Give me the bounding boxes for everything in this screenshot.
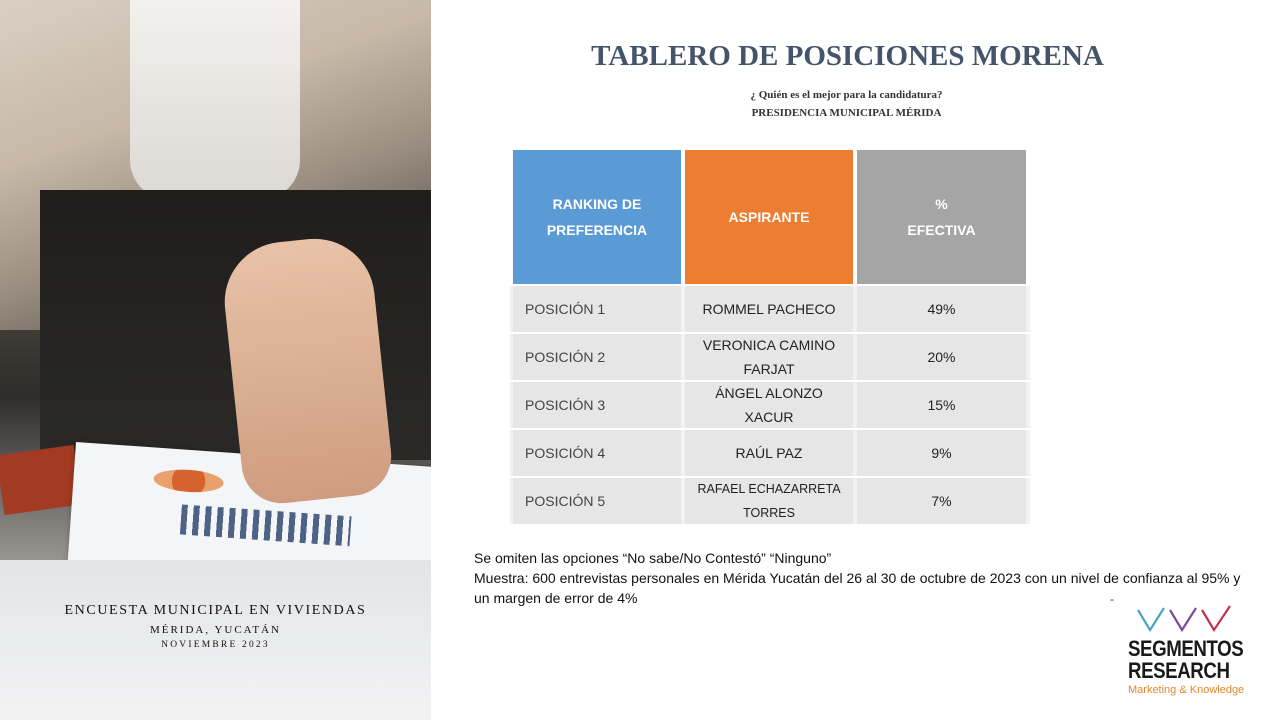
row-position: POSICIÓN 5 bbox=[513, 478, 681, 524]
sample-note: Muestra: 600 entrevistas personales en Mérida Yucatán del 26 al 30 de octubre de 2023 con un nivel de confianza al 95% y un margen de error de 4% bbox=[474, 570, 1241, 606]
survey-caption bbox=[0, 603, 431, 650]
survey-city: MÉRIDA, YUCATÁN bbox=[149, 624, 282, 636]
row-percent: 7% bbox=[857, 478, 1026, 524]
photo-pie-chart bbox=[153, 467, 224, 494]
photo-shirt bbox=[130, 0, 300, 200]
row-aspirant: RAÚL PAZ bbox=[685, 430, 853, 476]
photo-hand bbox=[219, 233, 395, 507]
page-subtitle bbox=[700, 86, 993, 122]
table-row bbox=[510, 478, 1030, 524]
row-aspirant: RAFAEL ECHAZARRETA TORRES bbox=[685, 478, 853, 524]
cover-photo bbox=[0, 0, 431, 720]
row-position: POSICIÓN 4 bbox=[513, 430, 681, 476]
header-ranking: RANKING DE PREFERENCIA bbox=[513, 150, 681, 284]
row-percent: 49% bbox=[857, 286, 1026, 332]
photo-bar-chart bbox=[180, 504, 352, 546]
check-marks-icon bbox=[1134, 602, 1244, 636]
methodology-notes bbox=[474, 548, 1244, 608]
survey-date: NOVIEMBRE 2023 bbox=[161, 640, 270, 650]
survey-name: ENCUESTA MUNICIPAL EN VIVIENDAS bbox=[64, 603, 367, 618]
table-row bbox=[510, 334, 1030, 380]
row-aspirant: ÁNGEL ALONZO XACUR bbox=[685, 382, 853, 428]
survey-office: PRESIDENCIA MUNICIPAL MÉRIDA bbox=[751, 107, 942, 119]
dash-mark: - bbox=[1110, 592, 1114, 606]
row-position: POSICIÓN 1 bbox=[513, 286, 681, 332]
segmentos-logo bbox=[1124, 600, 1264, 700]
row-percent: 15% bbox=[857, 382, 1026, 428]
omitted-options-note: Se omiten las opciones “No sabe/No Contestó” “Ninguno” bbox=[474, 550, 832, 566]
row-position: POSICIÓN 3 bbox=[513, 382, 681, 428]
table-row bbox=[510, 430, 1030, 476]
survey-question: ¿ Quién es el mejor para la candidatura? bbox=[750, 89, 943, 101]
row-percent: 20% bbox=[857, 334, 1026, 380]
row-aspirant: VERONICA CAMINO FARJAT bbox=[685, 334, 853, 380]
row-aspirant: ROMMEL PACHECO bbox=[685, 286, 853, 332]
row-percent: 9% bbox=[857, 430, 1026, 476]
photo-notebook bbox=[0, 445, 82, 515]
logo-line-1: SEGMENTOS bbox=[1128, 636, 1244, 661]
table-row bbox=[510, 286, 1030, 332]
header-percent: % EFECTIVA bbox=[857, 150, 1026, 284]
table-row bbox=[510, 382, 1030, 428]
row-position: POSICIÓN 2 bbox=[513, 334, 681, 380]
logo-tagline: Marketing & Knowledge bbox=[1128, 684, 1245, 696]
logo-line-2: RESEARCH bbox=[1128, 658, 1230, 683]
page-title: TABLERO DE POSICIONES MORENA bbox=[591, 40, 1104, 72]
header-aspirant: ASPIRANTE bbox=[685, 150, 853, 284]
